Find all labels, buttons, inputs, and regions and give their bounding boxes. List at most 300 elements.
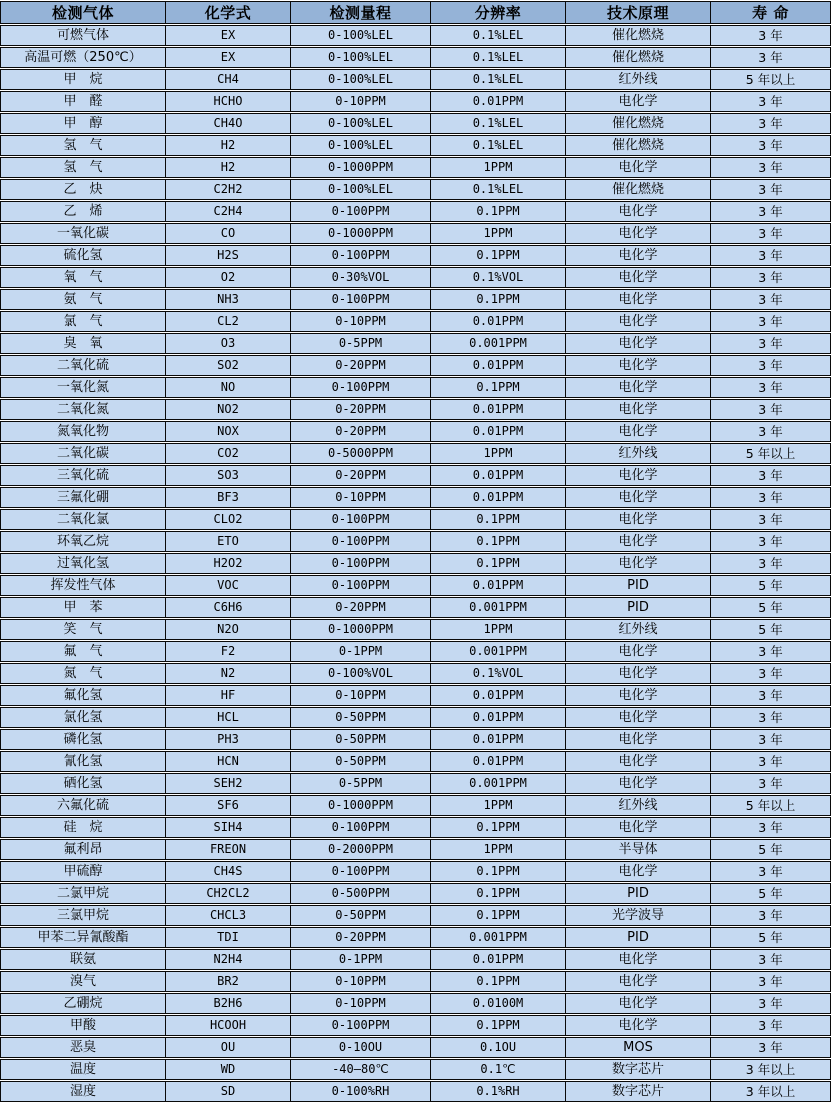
cell-lifespan: 3 年 bbox=[710, 487, 831, 508]
cell-resolution: 0.1PPM bbox=[430, 201, 565, 222]
cell-technology: 电化学 bbox=[565, 201, 710, 222]
cell-technology: 电化学 bbox=[565, 421, 710, 442]
cell-gas: 三氯甲烷 bbox=[0, 905, 165, 926]
cell-formula: HCL bbox=[165, 707, 290, 728]
cell-formula: SEH2 bbox=[165, 773, 290, 794]
cell-resolution: 0.01PPM bbox=[430, 707, 565, 728]
cell-resolution: 0.01PPM bbox=[430, 575, 565, 596]
table-row bbox=[0, 487, 831, 508]
cell-resolution: 0.1PPM bbox=[430, 905, 565, 926]
cell-gas: 可燃气体 bbox=[0, 25, 165, 46]
column-header-technology: 技术原理 bbox=[565, 1, 710, 24]
cell-resolution: 0.1%LEL bbox=[430, 135, 565, 156]
cell-resolution: 0.1℃ bbox=[430, 1059, 565, 1080]
cell-technology: 电化学 bbox=[565, 531, 710, 552]
cell-gas: 一氧化氮 bbox=[0, 377, 165, 398]
cell-gas: 甲酸 bbox=[0, 1015, 165, 1036]
cell-gas: 高温可燃（250℃） bbox=[0, 47, 165, 68]
table-row bbox=[0, 465, 831, 486]
table-row bbox=[0, 619, 831, 640]
cell-gas: 氰化氢 bbox=[0, 751, 165, 772]
cell-resolution: 0.001PPM bbox=[430, 333, 565, 354]
cell-technology: PID bbox=[565, 597, 710, 618]
table-row bbox=[0, 839, 831, 860]
cell-technology: 半导体 bbox=[565, 839, 710, 860]
cell-lifespan: 5 年以上 bbox=[710, 443, 831, 464]
cell-resolution: 0.001PPM bbox=[430, 641, 565, 662]
cell-range: -40—80℃ bbox=[290, 1059, 430, 1080]
cell-gas: 环氧乙烷 bbox=[0, 531, 165, 552]
cell-lifespan: 3 年 bbox=[710, 25, 831, 46]
column-header-range: 检测量程 bbox=[290, 1, 430, 24]
cell-gas: 氯化氢 bbox=[0, 707, 165, 728]
cell-lifespan: 3 年 bbox=[710, 421, 831, 442]
table-row bbox=[0, 861, 831, 882]
cell-formula: ETO bbox=[165, 531, 290, 552]
cell-technology: 电化学 bbox=[565, 267, 710, 288]
cell-resolution: 0.1%LEL bbox=[430, 113, 565, 134]
cell-formula: O3 bbox=[165, 333, 290, 354]
cell-formula: NH3 bbox=[165, 289, 290, 310]
cell-lifespan: 3 年 bbox=[710, 201, 831, 222]
cell-technology: 电化学 bbox=[565, 245, 710, 266]
cell-formula: HCOOH bbox=[165, 1015, 290, 1036]
table-row bbox=[0, 509, 831, 530]
cell-technology: 电化学 bbox=[565, 311, 710, 332]
cell-technology: 电化学 bbox=[565, 553, 710, 574]
cell-technology: 电化学 bbox=[565, 355, 710, 376]
cell-technology: 电化学 bbox=[565, 223, 710, 244]
cell-technology: 催化燃烧 bbox=[565, 113, 710, 134]
cell-lifespan: 5 年 bbox=[710, 619, 831, 640]
cell-gas: 氮氧化物 bbox=[0, 421, 165, 442]
cell-range: 0-5000PPM bbox=[290, 443, 430, 464]
cell-formula: N2H4 bbox=[165, 949, 290, 970]
cell-resolution: 0.1PPM bbox=[430, 883, 565, 904]
cell-lifespan: 3 年 bbox=[710, 729, 831, 750]
cell-formula: CO bbox=[165, 223, 290, 244]
cell-lifespan: 3 年 bbox=[710, 1037, 831, 1058]
cell-resolution: 0.1PPM bbox=[430, 971, 565, 992]
cell-technology: 催化燃烧 bbox=[565, 47, 710, 68]
cell-resolution: 0.1PPM bbox=[430, 509, 565, 530]
column-header-lifespan: 寿 命 bbox=[710, 1, 831, 24]
table-row bbox=[0, 729, 831, 750]
cell-gas: 一氧化碳 bbox=[0, 223, 165, 244]
cell-technology: 催化燃烧 bbox=[565, 179, 710, 200]
cell-gas: 六氟化硫 bbox=[0, 795, 165, 816]
cell-lifespan: 3 年 bbox=[710, 949, 831, 970]
cell-resolution: 1PPM bbox=[430, 839, 565, 860]
table-row bbox=[0, 663, 831, 684]
cell-lifespan: 3 年 bbox=[710, 245, 831, 266]
cell-gas: 臭 氧 bbox=[0, 333, 165, 354]
cell-technology: 电化学 bbox=[565, 773, 710, 794]
cell-technology: 电化学 bbox=[565, 685, 710, 706]
cell-technology: 电化学 bbox=[565, 465, 710, 486]
cell-lifespan: 5 年 bbox=[710, 597, 831, 618]
cell-lifespan: 3 年 bbox=[710, 707, 831, 728]
cell-lifespan: 3 年 bbox=[710, 223, 831, 244]
cell-gas: 乙硼烷 bbox=[0, 993, 165, 1014]
cell-technology: 光学波导 bbox=[565, 905, 710, 926]
cell-range: 0-50PPM bbox=[290, 707, 430, 728]
cell-range: 0-20PPM bbox=[290, 399, 430, 420]
column-header-formula: 化学式 bbox=[165, 1, 290, 24]
cell-formula: WD bbox=[165, 1059, 290, 1080]
table-row bbox=[0, 333, 831, 354]
table-row bbox=[0, 751, 831, 772]
cell-formula: VOC bbox=[165, 575, 290, 596]
cell-gas: 挥发性气体 bbox=[0, 575, 165, 596]
cell-gas: 三氟化硼 bbox=[0, 487, 165, 508]
cell-formula: HF bbox=[165, 685, 290, 706]
table-row bbox=[0, 377, 831, 398]
cell-gas: 氢 气 bbox=[0, 157, 165, 178]
cell-formula: C6H6 bbox=[165, 597, 290, 618]
cell-lifespan: 3 年 bbox=[710, 289, 831, 310]
table-row bbox=[0, 113, 831, 134]
cell-range: 0-10OU bbox=[290, 1037, 430, 1058]
cell-range: 0-1PPM bbox=[290, 949, 430, 970]
cell-formula: FREON bbox=[165, 839, 290, 860]
cell-technology: PID bbox=[565, 575, 710, 596]
cell-formula: BF3 bbox=[165, 487, 290, 508]
cell-formula: BR2 bbox=[165, 971, 290, 992]
cell-gas: 温度 bbox=[0, 1059, 165, 1080]
cell-lifespan: 3 年以上 bbox=[710, 1081, 831, 1102]
cell-range: 0-50PPM bbox=[290, 905, 430, 926]
cell-lifespan: 3 年 bbox=[710, 47, 831, 68]
cell-resolution: 0.1%LEL bbox=[430, 47, 565, 68]
cell-lifespan: 3 年 bbox=[710, 905, 831, 926]
cell-formula: H2 bbox=[165, 135, 290, 156]
table-row bbox=[0, 971, 831, 992]
cell-range: 0-100%VOL bbox=[290, 663, 430, 684]
table-row bbox=[0, 1059, 831, 1080]
cell-range: 0-20PPM bbox=[290, 465, 430, 486]
table-row bbox=[0, 421, 831, 442]
cell-technology: 电化学 bbox=[565, 751, 710, 772]
table-row bbox=[0, 25, 831, 46]
cell-lifespan: 3 年 bbox=[710, 751, 831, 772]
cell-formula: H2O2 bbox=[165, 553, 290, 574]
cell-formula: C2H2 bbox=[165, 179, 290, 200]
cell-range: 0-100%LEL bbox=[290, 135, 430, 156]
cell-range: 0-10PPM bbox=[290, 91, 430, 112]
cell-formula: CH2CL2 bbox=[165, 883, 290, 904]
cell-technology: 电化学 bbox=[565, 729, 710, 750]
cell-lifespan: 5 年 bbox=[710, 883, 831, 904]
cell-lifespan: 3 年 bbox=[710, 311, 831, 332]
table-row bbox=[0, 905, 831, 926]
cell-technology: 红外线 bbox=[565, 443, 710, 464]
cell-range: 0-500PPM bbox=[290, 883, 430, 904]
table-row bbox=[0, 245, 831, 266]
cell-technology: PID bbox=[565, 927, 710, 948]
cell-gas: 氟 气 bbox=[0, 641, 165, 662]
cell-formula: CL2 bbox=[165, 311, 290, 332]
cell-gas: 硫化氢 bbox=[0, 245, 165, 266]
cell-resolution: 0.1PPM bbox=[430, 1015, 565, 1036]
header-row bbox=[0, 1, 831, 24]
cell-lifespan: 3 年 bbox=[710, 641, 831, 662]
cell-lifespan: 3 年 bbox=[710, 685, 831, 706]
cell-resolution: 0.01PPM bbox=[430, 751, 565, 772]
cell-formula: CH4S bbox=[165, 861, 290, 882]
cell-resolution: 0.1PPM bbox=[430, 245, 565, 266]
table-row bbox=[0, 883, 831, 904]
cell-resolution: 0.01PPM bbox=[430, 421, 565, 442]
table-row bbox=[0, 641, 831, 662]
cell-formula: H2 bbox=[165, 157, 290, 178]
cell-lifespan: 3 年 bbox=[710, 179, 831, 200]
table-row bbox=[0, 795, 831, 816]
table-row bbox=[0, 1037, 831, 1058]
table-row bbox=[0, 355, 831, 376]
cell-formula: F2 bbox=[165, 641, 290, 662]
cell-range: 0-100PPM bbox=[290, 817, 430, 838]
cell-technology: 电化学 bbox=[565, 289, 710, 310]
cell-resolution: 1PPM bbox=[430, 619, 565, 640]
cell-lifespan: 3 年 bbox=[710, 553, 831, 574]
cell-range: 0-100PPM bbox=[290, 1015, 430, 1036]
cell-gas: 磷化氢 bbox=[0, 729, 165, 750]
cell-lifespan: 5 年以上 bbox=[710, 69, 831, 90]
cell-lifespan: 3 年 bbox=[710, 531, 831, 552]
cell-technology: MOS bbox=[565, 1037, 710, 1058]
cell-gas: 笑 气 bbox=[0, 619, 165, 640]
table-row bbox=[0, 135, 831, 156]
cell-range: 0-10PPM bbox=[290, 993, 430, 1014]
cell-technology: 数字芯片 bbox=[565, 1081, 710, 1102]
cell-range: 0-100PPM bbox=[290, 553, 430, 574]
table-row bbox=[0, 575, 831, 596]
cell-technology: 电化学 bbox=[565, 707, 710, 728]
cell-gas: 硒化氢 bbox=[0, 773, 165, 794]
cell-formula: HCN bbox=[165, 751, 290, 772]
cell-range: 0-100PPM bbox=[290, 575, 430, 596]
cell-resolution: 0.001PPM bbox=[430, 773, 565, 794]
table-row bbox=[0, 157, 831, 178]
cell-technology: 电化学 bbox=[565, 487, 710, 508]
cell-technology: 电化学 bbox=[565, 971, 710, 992]
cell-resolution: 0.1PPM bbox=[430, 817, 565, 838]
cell-gas: 二氧化碳 bbox=[0, 443, 165, 464]
cell-lifespan: 3 年 bbox=[710, 91, 831, 112]
cell-range: 0-5PPM bbox=[290, 333, 430, 354]
cell-lifespan: 3 年 bbox=[710, 773, 831, 794]
cell-range: 0-100PPM bbox=[290, 861, 430, 882]
cell-gas: 二氧化氮 bbox=[0, 399, 165, 420]
table-row bbox=[0, 927, 831, 948]
cell-resolution: 0.1PPM bbox=[430, 531, 565, 552]
cell-range: 0-20PPM bbox=[290, 597, 430, 618]
table-row bbox=[0, 223, 831, 244]
cell-resolution: 0.1%VOL bbox=[430, 267, 565, 288]
cell-technology: 电化学 bbox=[565, 641, 710, 662]
cell-lifespan: 3 年 bbox=[710, 817, 831, 838]
table-row bbox=[0, 443, 831, 464]
cell-resolution: 0.01PPM bbox=[430, 949, 565, 970]
cell-formula: C2H4 bbox=[165, 201, 290, 222]
cell-technology: PID bbox=[565, 883, 710, 904]
column-header-resolution: 分辨率 bbox=[430, 1, 565, 24]
cell-resolution: 0.01PPM bbox=[430, 91, 565, 112]
cell-gas: 溴气 bbox=[0, 971, 165, 992]
cell-technology: 数字芯片 bbox=[565, 1059, 710, 1080]
cell-formula: H2S bbox=[165, 245, 290, 266]
cell-formula: HCHO bbox=[165, 91, 290, 112]
cell-gas: 氟化氢 bbox=[0, 685, 165, 706]
cell-range: 0-1000PPM bbox=[290, 223, 430, 244]
cell-formula: N2 bbox=[165, 663, 290, 684]
cell-formula: NOX bbox=[165, 421, 290, 442]
cell-range: 0-100%RH bbox=[290, 1081, 430, 1102]
table-row bbox=[0, 553, 831, 574]
cell-range: 0-100%LEL bbox=[290, 69, 430, 90]
cell-gas: 湿度 bbox=[0, 1081, 165, 1102]
table-row bbox=[0, 993, 831, 1014]
cell-gas: 氧 气 bbox=[0, 267, 165, 288]
cell-lifespan: 3 年 bbox=[710, 333, 831, 354]
cell-range: 0-30%VOL bbox=[290, 267, 430, 288]
cell-resolution: 0.1%VOL bbox=[430, 663, 565, 684]
cell-technology: 电化学 bbox=[565, 509, 710, 530]
cell-formula: NO bbox=[165, 377, 290, 398]
cell-formula: SF6 bbox=[165, 795, 290, 816]
table-row bbox=[0, 179, 831, 200]
cell-technology: 催化燃烧 bbox=[565, 25, 710, 46]
cell-resolution: 0.0100M bbox=[430, 993, 565, 1014]
cell-lifespan: 3 年 bbox=[710, 861, 831, 882]
cell-range: 0-10PPM bbox=[290, 487, 430, 508]
cell-formula: SD bbox=[165, 1081, 290, 1102]
cell-formula: OU bbox=[165, 1037, 290, 1058]
cell-lifespan: 3 年 bbox=[710, 377, 831, 398]
cell-resolution: 1PPM bbox=[430, 795, 565, 816]
table-row bbox=[0, 399, 831, 420]
cell-technology: 电化学 bbox=[565, 377, 710, 398]
table-row bbox=[0, 69, 831, 90]
cell-formula: CO2 bbox=[165, 443, 290, 464]
cell-lifespan: 5 年 bbox=[710, 839, 831, 860]
cell-resolution: 0.1PPM bbox=[430, 553, 565, 574]
cell-formula: EX bbox=[165, 25, 290, 46]
cell-gas: 甲 醛 bbox=[0, 91, 165, 112]
table-row bbox=[0, 685, 831, 706]
cell-range: 0-20PPM bbox=[290, 355, 430, 376]
cell-resolution: 0.01PPM bbox=[430, 399, 565, 420]
cell-gas: 甲苯二异氰酸酯 bbox=[0, 927, 165, 948]
cell-technology: 电化学 bbox=[565, 1015, 710, 1036]
cell-lifespan: 3 年 bbox=[710, 971, 831, 992]
cell-formula: PH3 bbox=[165, 729, 290, 750]
cell-range: 0-100%LEL bbox=[290, 113, 430, 134]
cell-formula: SO2 bbox=[165, 355, 290, 376]
cell-gas: 甲 苯 bbox=[0, 597, 165, 618]
cell-lifespan: 3 年 bbox=[710, 135, 831, 156]
cell-resolution: 0.01PPM bbox=[430, 685, 565, 706]
table-body bbox=[0, 25, 831, 1102]
cell-range: 0-20PPM bbox=[290, 421, 430, 442]
cell-gas: 二氧化硫 bbox=[0, 355, 165, 376]
cell-range: 0-2000PPM bbox=[290, 839, 430, 860]
cell-range: 0-1000PPM bbox=[290, 157, 430, 178]
cell-resolution: 0.001PPM bbox=[430, 597, 565, 618]
cell-lifespan: 5 年以上 bbox=[710, 795, 831, 816]
cell-gas: 恶臭 bbox=[0, 1037, 165, 1058]
cell-gas: 二氧化氯 bbox=[0, 509, 165, 530]
cell-gas: 乙 炔 bbox=[0, 179, 165, 200]
cell-range: 0-1000PPM bbox=[290, 619, 430, 640]
cell-formula: TDI bbox=[165, 927, 290, 948]
table-row bbox=[0, 1015, 831, 1036]
cell-range: 0-5PPM bbox=[290, 773, 430, 794]
cell-technology: 红外线 bbox=[565, 69, 710, 90]
table-row bbox=[0, 267, 831, 288]
cell-range: 0-1000PPM bbox=[290, 795, 430, 816]
cell-formula: SIH4 bbox=[165, 817, 290, 838]
cell-technology: 电化学 bbox=[565, 157, 710, 178]
cell-formula: B2H6 bbox=[165, 993, 290, 1014]
cell-lifespan: 3 年 bbox=[710, 1015, 831, 1036]
cell-range: 0-10PPM bbox=[290, 971, 430, 992]
cell-range: 0-100PPM bbox=[290, 509, 430, 530]
cell-resolution: 1PPM bbox=[430, 223, 565, 244]
table-row bbox=[0, 597, 831, 618]
table-row bbox=[0, 949, 831, 970]
cell-range: 0-1PPM bbox=[290, 641, 430, 662]
cell-resolution: 0.1%LEL bbox=[430, 69, 565, 90]
cell-technology: 红外线 bbox=[565, 619, 710, 640]
cell-gas: 氮 气 bbox=[0, 663, 165, 684]
cell-lifespan: 3 年以上 bbox=[710, 1059, 831, 1080]
cell-range: 0-100PPM bbox=[290, 201, 430, 222]
cell-lifespan: 3 年 bbox=[710, 355, 831, 376]
cell-gas: 三氧化硫 bbox=[0, 465, 165, 486]
cell-range: 0-100%LEL bbox=[290, 179, 430, 200]
cell-resolution: 0.01PPM bbox=[430, 465, 565, 486]
cell-technology: 电化学 bbox=[565, 663, 710, 684]
cell-lifespan: 3 年 bbox=[710, 509, 831, 530]
table-row bbox=[0, 817, 831, 838]
cell-lifespan: 3 年 bbox=[710, 157, 831, 178]
cell-gas: 过氧化氢 bbox=[0, 553, 165, 574]
cell-gas: 乙 烯 bbox=[0, 201, 165, 222]
table-row bbox=[0, 707, 831, 728]
cell-formula: CH4 bbox=[165, 69, 290, 90]
cell-gas: 甲 烷 bbox=[0, 69, 165, 90]
table-row bbox=[0, 773, 831, 794]
cell-resolution: 0.1PPM bbox=[430, 861, 565, 882]
cell-formula: SO3 bbox=[165, 465, 290, 486]
cell-gas: 甲硫醇 bbox=[0, 861, 165, 882]
table-header bbox=[0, 1, 831, 24]
cell-range: 0-100%LEL bbox=[290, 25, 430, 46]
cell-formula: N2O bbox=[165, 619, 290, 640]
cell-technology: 电化学 bbox=[565, 817, 710, 838]
cell-resolution: 1PPM bbox=[430, 157, 565, 178]
cell-lifespan: 3 年 bbox=[710, 663, 831, 684]
cell-resolution: 0.001PPM bbox=[430, 927, 565, 948]
cell-formula: O2 bbox=[165, 267, 290, 288]
cell-gas: 氨 气 bbox=[0, 289, 165, 310]
cell-resolution: 0.01PPM bbox=[430, 487, 565, 508]
cell-technology: 电化学 bbox=[565, 333, 710, 354]
cell-range: 0-50PPM bbox=[290, 751, 430, 772]
cell-gas: 氯 气 bbox=[0, 311, 165, 332]
